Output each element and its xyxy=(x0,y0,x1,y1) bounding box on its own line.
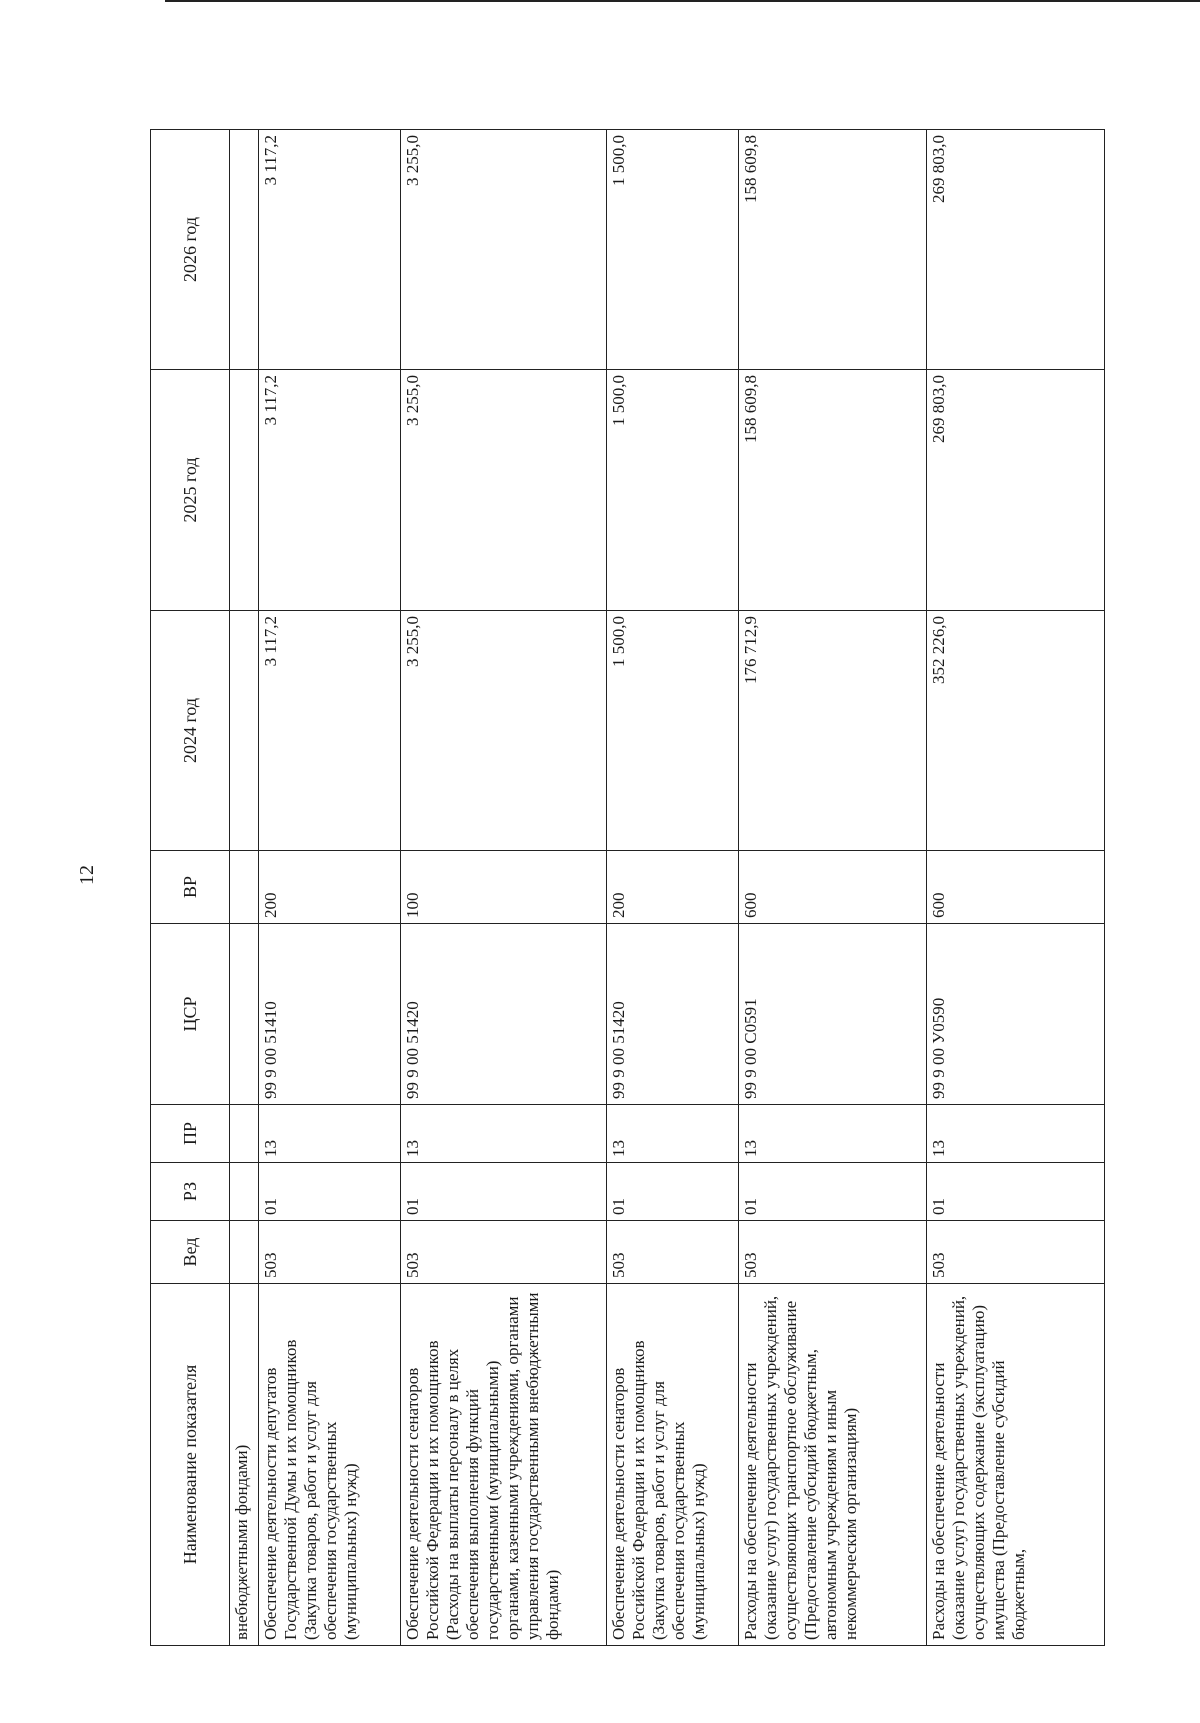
header-rz: РЗ xyxy=(151,1163,230,1221)
row-name: Расходы на обеспечение деятельности (оказание услуг) государственных учреждений, осуществляющих содержание (эксплуатацию) имущества (Предоставление субсидий бюджетным, xyxy=(927,1284,1105,1646)
page-number: 12 xyxy=(76,865,98,885)
row-2025: 3 117,2 xyxy=(259,370,401,611)
row-csr: 99 9 00 У0590 xyxy=(927,924,1105,1105)
row-name: Расходы на обеспечение деятельности (оказание услуг) государственных учреждений, осуществляющих транспортное обслуживание (Предоставление субсидий бюджетным, автономным учреждениям и иным некоммерческим организациям) xyxy=(739,1284,927,1646)
empty-cell xyxy=(230,851,259,924)
header-csr: ЦСР xyxy=(151,924,230,1105)
row-pr: 13 xyxy=(401,1105,607,1163)
row-2026: 3 255,0 xyxy=(401,130,607,370)
row-2024: 3 117,2 xyxy=(259,611,401,851)
header-pr: ПР xyxy=(151,1105,230,1163)
table-row xyxy=(401,130,607,1646)
empty-cell xyxy=(230,130,259,370)
top-border-line xyxy=(165,0,1200,2)
row-2025: 158 609,8 xyxy=(739,370,927,611)
row-ved: 503 xyxy=(607,1221,739,1284)
row-ved: 503 xyxy=(259,1221,401,1284)
row-rz: 01 xyxy=(401,1163,607,1221)
empty-cell xyxy=(230,611,259,851)
continuation-text: внебюджетными фондами) xyxy=(230,1284,259,1646)
header-2026: 2026 год xyxy=(151,130,230,370)
table-row xyxy=(739,130,927,1646)
empty-cell xyxy=(230,1163,259,1221)
row-vr: 200 xyxy=(259,851,401,924)
row-pr: 13 xyxy=(927,1105,1105,1163)
row-name: Обеспечение деятельности сенаторов Российской Федерации и их помощников (Закупка товаров, работ и услуг для обеспечения государственных (муниципальных) нужд) xyxy=(607,1284,739,1646)
row-2024: 1 500,0 xyxy=(607,611,739,851)
row-pr: 13 xyxy=(739,1105,927,1163)
row-2026: 269 803,0 xyxy=(927,130,1105,370)
row-2026: 1 500,0 xyxy=(607,130,739,370)
header-ved: Вед xyxy=(151,1221,230,1284)
empty-cell xyxy=(230,1221,259,1284)
table-container xyxy=(150,130,1094,1646)
row-rz: 01 xyxy=(927,1163,1105,1221)
continuation-row xyxy=(230,130,259,1646)
table-row xyxy=(259,130,401,1646)
row-rz: 01 xyxy=(739,1163,927,1221)
row-vr: 200 xyxy=(607,851,739,924)
row-2026: 3 117,2 xyxy=(259,130,401,370)
header-vr: ВР xyxy=(151,851,230,924)
row-csr: 99 9 00 С0591 xyxy=(739,924,927,1105)
empty-cell xyxy=(230,1105,259,1163)
row-name: Обеспечение деятельности депутатов Государственной Думы и их помощников (Закупка товаров, работ и услуг для обеспечения государственных (муниципальных) нужд) xyxy=(259,1284,401,1646)
empty-cell xyxy=(230,924,259,1105)
row-2026: 158 609,8 xyxy=(739,130,927,370)
row-vr: 600 xyxy=(739,851,927,924)
header-name: Наименование показателя xyxy=(151,1284,230,1646)
row-csr: 99 9 00 51410 xyxy=(259,924,401,1105)
row-csr: 99 9 00 51420 xyxy=(607,924,739,1105)
row-2025: 269 803,0 xyxy=(927,370,1105,611)
row-2025: 3 255,0 xyxy=(401,370,607,611)
row-vr: 600 xyxy=(927,851,1105,924)
empty-cell xyxy=(230,370,259,611)
table-row xyxy=(607,130,739,1646)
row-ved: 503 xyxy=(739,1221,927,1284)
row-vr: 100 xyxy=(401,851,607,924)
row-2024: 176 712,9 xyxy=(739,611,927,851)
row-name: Обеспечение деятельности сенаторов Российской Федерации и их помощников (Расходы на выплаты персоналу в целях обеспечения выполнения функций государственными (муниципальными) органами, казенными учреждениями, органами управления государственными внебюджетными фондами) xyxy=(401,1284,607,1646)
header-row xyxy=(151,130,230,1646)
row-2024: 352 226,0 xyxy=(927,611,1105,851)
row-csr: 99 9 00 51420 xyxy=(401,924,607,1105)
row-rz: 01 xyxy=(259,1163,401,1221)
row-2025: 1 500,0 xyxy=(607,370,739,611)
table-row xyxy=(927,130,1105,1646)
row-ved: 503 xyxy=(401,1221,607,1284)
header-2025: 2025 год xyxy=(151,370,230,611)
row-2024: 3 255,0 xyxy=(401,611,607,851)
row-ved: 503 xyxy=(927,1221,1105,1284)
row-pr: 13 xyxy=(259,1105,401,1163)
budget-table xyxy=(150,129,1105,1646)
header-2024: 2024 год xyxy=(151,611,230,851)
row-rz: 01 xyxy=(607,1163,739,1221)
row-pr: 13 xyxy=(607,1105,739,1163)
